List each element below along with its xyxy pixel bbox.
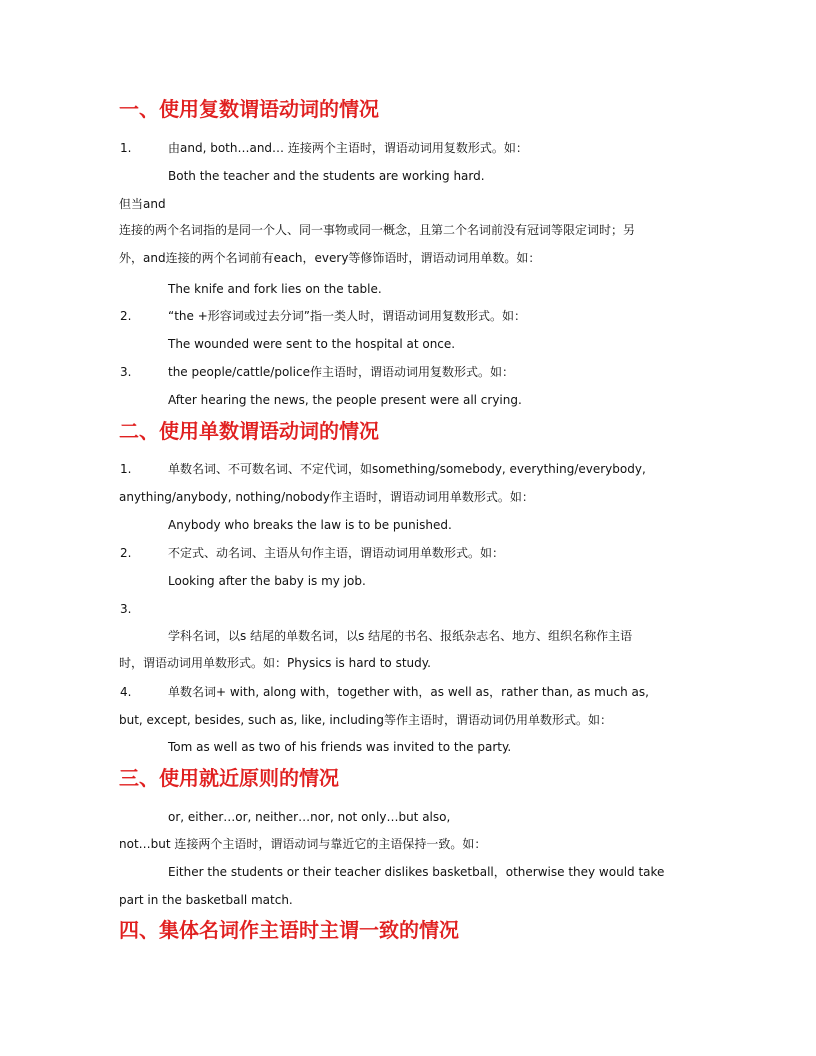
section-heading-4: 四、集体名词作主语时主谓一致的情况: [119, 918, 459, 942]
example-sentence: part in the basketball match.: [119, 893, 293, 907]
rule-text: anything/anybody, nothing/nobody作主语时，谓语动词用单数形式。如：: [119, 490, 534, 504]
rule-text: or, either…or, neither…nor, not only…but also,: [168, 810, 451, 824]
rule-text: “the +形容词或过去分词”指一类人时，谓语动词用复数形式。如：: [168, 309, 526, 323]
rule-text: the people/cattle/police作主语时，谓语动词用复数形式。如：: [168, 365, 514, 379]
rule-text: 时，谓语动词用单数形式。如：Physics is hard to study.: [119, 656, 431, 670]
section-heading-1: 一、使用复数谓语动词的情况: [119, 97, 379, 121]
section-heading-3: 三、使用就近原则的情况: [119, 766, 339, 790]
rule-number: 2.: [120, 546, 132, 560]
rule-number: 1.: [120, 141, 132, 155]
rule-text: 外，and连接的两个名词前有each，every等修饰语时，谓语动词用单数。如：: [119, 251, 541, 265]
rule-text: not…but 连接两个主语时，谓语动词与靠近它的主语保持一致。如：: [119, 837, 487, 851]
rule-number: 3.: [120, 365, 132, 379]
rule-number: 3.: [120, 602, 132, 616]
rule-number: 4.: [120, 685, 132, 699]
rule-text: 但当and: [119, 197, 166, 211]
rule-number: 1.: [120, 462, 132, 476]
rule-text: 由and, both…and… 连接两个主语时，谓语动词用复数形式。如：: [168, 141, 528, 155]
rule-text: but, except, besides, such as, like, including等作主语时，谓语动词仍用单数形式。如：: [119, 713, 612, 727]
rule-text: 单数名词+ with, along with，together with，as well as，rather than, as much as,: [168, 685, 649, 699]
section-heading-2: 二、使用单数谓语动词的情况: [119, 419, 379, 443]
example-sentence: Looking after the baby is my job.: [168, 574, 366, 588]
example-sentence: Either the students or their teacher dislikes basketball，otherwise they would take: [168, 865, 665, 879]
example-sentence: Anybody who breaks the law is to be punished.: [168, 518, 452, 532]
example-sentence: The knife and fork lies on the table.: [168, 282, 382, 296]
rule-text: 不定式、动名词、主语从句作主语，谓语动词用单数形式。如：: [168, 546, 505, 560]
example-sentence: The wounded were sent to the hospital at once.: [168, 337, 456, 351]
example-sentence: Both the teacher and the students are working hard.: [168, 169, 485, 183]
example-sentence: After hearing the news, the people present were all crying.: [168, 393, 522, 407]
rule-number: 2.: [120, 309, 132, 323]
rule-text: 单数名词、不可数名词、不定代词，如something/somebody, everything/everybody,: [168, 462, 646, 476]
rule-text: 连接的两个名词指的是同一个人、同一事物或同一概念，且第二个名词前没有冠词等限定词时；另: [119, 223, 636, 237]
example-sentence: Tom as well as two of his friends was invited to the party.: [168, 740, 512, 754]
rule-text: 学科名词，以s 结尾的单数名词，以s 结尾的书名、报纸杂志名、地方、组织名称作主语: [168, 629, 633, 643]
